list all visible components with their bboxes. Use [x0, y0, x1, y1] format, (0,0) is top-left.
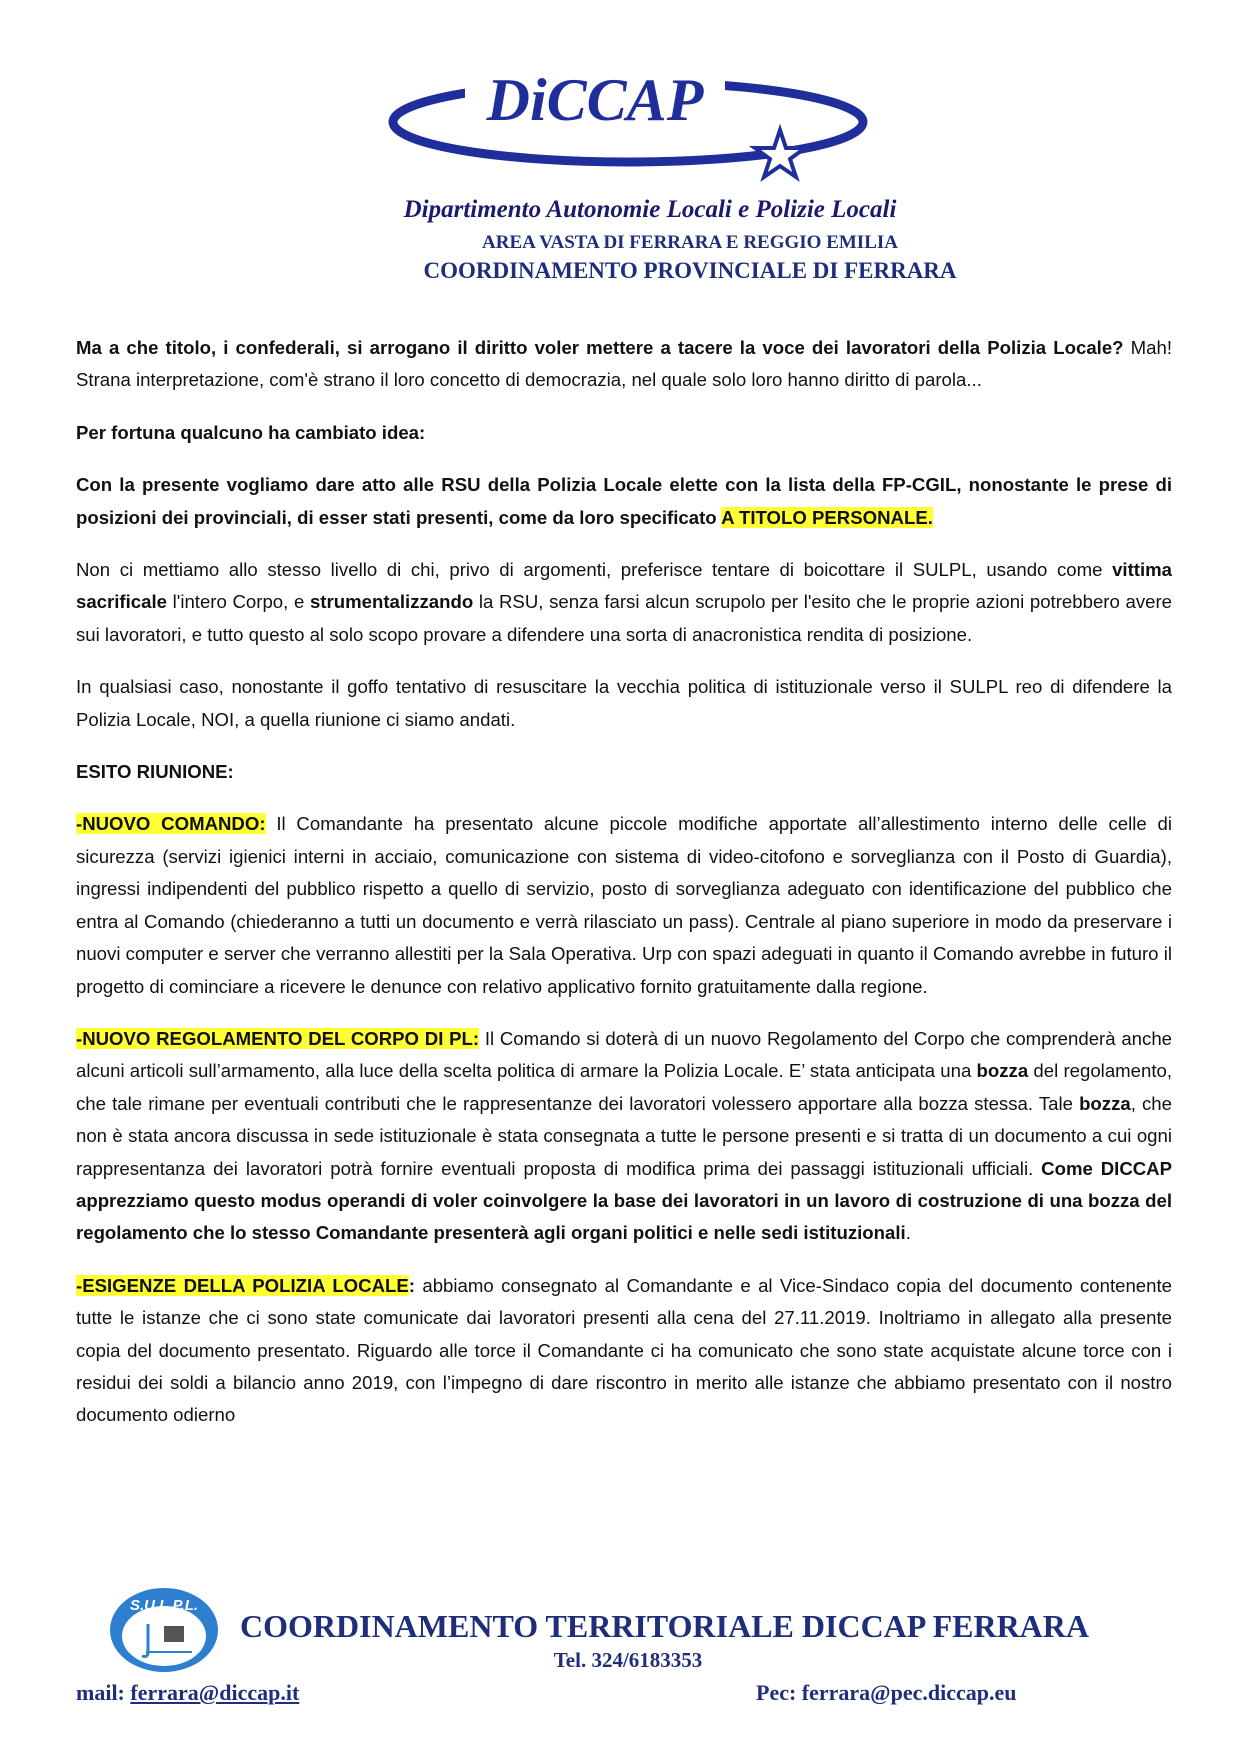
p8-text-c: del regolamento, che tale rimane per eventuali contributi che le rappresentanze dei lavoratori volessero apportare alla bozza stessa. Tale — [76, 1060, 1172, 1114]
p2-bold-text: Per fortuna qualcuno ha cambiato idea: — [76, 421, 426, 443]
p8-bold-f: Come DICCAP apprezziamo questo modus operandi di voler coinvolgere la base dei lavoratori in un lavoro di costruzione di una bozza del regolamento che lo stesso Comandante presenterà agli organi politici e nelle sedi istituzionali — [76, 1157, 1173, 1244]
logo-wordmark: DiCCAP — [486, 67, 704, 133]
paragraph-2 — [76, 417, 1172, 449]
sulpl-logo-text: S.U.L.P.L. — [129, 1597, 199, 1614]
p4-bold-d: strumentalizzando — [309, 591, 474, 613]
paragraph-nuovo-comando — [76, 808, 1172, 1002]
p8-text-e: , che non è stata ancora discussa in sede istituzionale è stata consegnata a tutte le persone presenti e si tratta di un documento a cui ogni rappresentanza dei lavoratori potrà fornire eventuali proposta di modifica prima dei passaggi istituzionali ufficiali. — [76, 1092, 1172, 1179]
paragraph-6 — [76, 756, 1172, 788]
footer-mail — [76, 1680, 299, 1706]
paragraph-esigenze — [76, 1270, 1172, 1432]
heading-nuovo-comando: -NUOVO COMANDO: — [76, 813, 266, 835]
star-icon — [755, 130, 805, 177]
p9-text: abbiamo consegnato al Comandante e al Vice-Sindaco copia del documento contenente tutte le istanze che ci sono state comunicate dai lavoratori presenti alla cena del 27.11.2019. Inoltriamo in allegato alla presente copia del documento presentato. Riguardo alle torce il Comandante ci ha comunicato che sono state acquistate alcune torce con i residui dei soldi a bilancio anno 2019, con l’impegno di dare riscontro in merito alle istanze che abbiamo presentato con il nostro documento odierno — [76, 1274, 1172, 1426]
p7-text: Il Comandante ha presentato alcune piccole modifiche apportate all’allestimento interno delle celle di sicurezza (servizi igienici interni in acciaio, comunicazione con sistema di video-citofono e sorveglianza con il Posto di Guardia), ingressi indipendenti del pubblico rispetto a quello di servizio, posto di sorveglianza adeguato con identificazione del pubblico che entra al Comando (chiederanno a tutti un documento e verrà rilasciato un pass). Centrale al piano superiore in modo da preservare i nuovi computer e server che verranno allestiti per la Sala Operativa. Urp con spazi adeguati in quanto il Comando avrebbe in futuro il progetto di cominciare a ricevere le denunce con relativo applicativo fornito gratuitamente dalla regione. — [76, 813, 1173, 997]
p4-text-c: l'intero Corpo, e — [166, 591, 310, 613]
p8-text-g: . — [905, 1222, 911, 1244]
section-heading-esito: ESITO RIUNIONE: — [76, 761, 234, 783]
p3-bold-text: Con la presente vogliamo dare atto alle RSU della Polizia Locale elette con la lista della FP-CGIL, nonostante le prese di posizioni dei provinciali, di esser stati presenti, come da loro specificato — [76, 474, 1172, 528]
footer-phone: Tel. 324/6183353 — [553, 1648, 703, 1672]
coordination-title: COORDINAMENTO PROVINCIALE DI FERRARA — [423, 258, 957, 283]
p4-text-a: Non ci mettiamo allo stesso livello di chi, privo di argomenti, preferisce tentare di boicottare il SULPL, usando come — [76, 559, 1113, 581]
paragraph-regolamento — [76, 1023, 1172, 1250]
p1-bold-text: Ma a che titolo, i confederali, si arrogano il diritto voler mettere a tacere la voce dei lavoratori della Polizia Locale? — [76, 337, 1124, 358]
p8-bold-d: bozza — [1079, 1092, 1131, 1114]
area-title: AREA VASTA DI FERRARA E REGGIO EMILIA — [482, 232, 898, 253]
paragraph-5 — [76, 671, 1172, 736]
p8-text-a: Il Comando si doterà di un nuovo Regolamento del Corpo che comprenderà anche alcuni articoli sull’armamento, alla luce della scelta politica di armare la Polizia Locale. E’ stata anticipata una — [76, 1027, 1172, 1082]
footer-title: COORDINAMENTO TERRITORIALE DICCAP FERRARA — [240, 1608, 1089, 1644]
heading-esigenze-colon: : — [408, 1274, 415, 1296]
footer-pec: Pec: ferrara@pec.diccap.eu — [756, 1680, 1017, 1705]
p5-text: In qualsiasi caso, nonostante il goffo tentativo di resuscitare la vecchia politica di istituzionale verso il SULPL reo di difendere la Polizia Locale, NOI, a quella riunione ci siamo andati. — [76, 676, 1172, 730]
paragraph-4 — [76, 554, 1172, 651]
letter-body — [76, 332, 1172, 1452]
department-name: Dipartimento Autonomie Locali e Polizie Locali — [403, 196, 897, 223]
paragraph-1 — [76, 332, 1172, 397]
p1-text: Mah! Strana interpretazione, com'è strano il loro concetto di democrazia, nel quale solo loro hanno diritto di parola... — [76, 337, 1172, 391]
p3-highlight: A TITOLO PERSONALE. — [721, 506, 933, 528]
p4-bold-b: vittima sacrificale — [76, 559, 1172, 613]
mail-label: mail: — [76, 1680, 131, 1705]
mail-link[interactable]: ferrara@diccap.it — [130, 1680, 300, 1705]
heading-regolamento: -NUOVO REGOLAMENTO DEL CORPO DI PL: — [76, 1027, 480, 1049]
p8-bold-b: bozza — [976, 1060, 1029, 1082]
paragraph-3 — [76, 469, 1172, 534]
p4-text-e: la RSU, senza farsi alcun scrupolo per l'esito che le proprie azioni potrebbero avere sui lavoratori, e tutto questo al solo scopo provare a difendere una sorta di anacronistica rendita di posizione. — [76, 591, 1172, 645]
heading-esigenze: -ESIGENZE DELLA POLIZIA LOCALE — [76, 1274, 409, 1296]
